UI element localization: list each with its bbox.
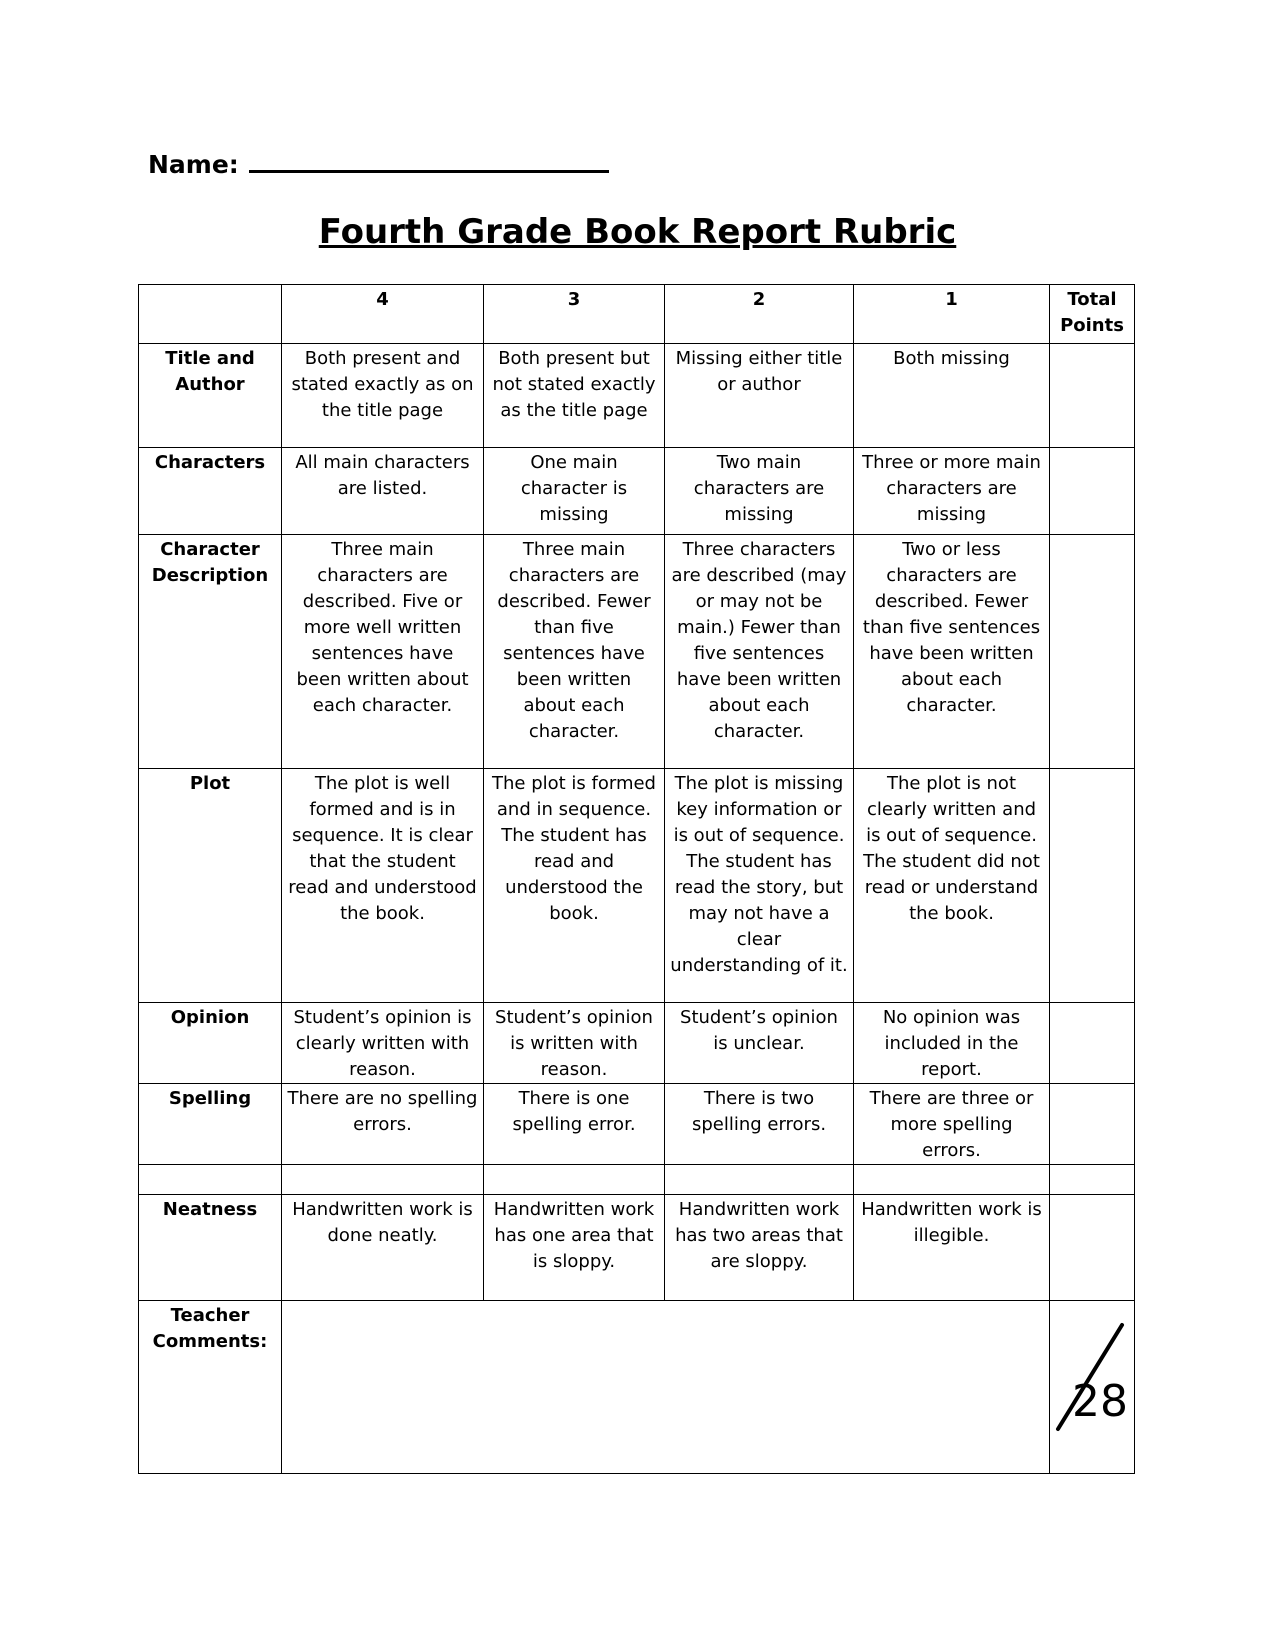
column-header-2: 2 bbox=[665, 285, 854, 344]
total-score: 28 bbox=[1072, 1376, 1128, 1427]
teacher-comments-area[interactable] bbox=[282, 1301, 1050, 1474]
criterion-cell: Both missing bbox=[854, 344, 1050, 448]
points-cell[interactable] bbox=[1050, 769, 1135, 1003]
row-label-characters: Characters bbox=[139, 448, 282, 535]
row-label-neatness: Neatness bbox=[139, 1195, 282, 1301]
column-header-4: 4 bbox=[282, 285, 484, 344]
blank-cell bbox=[665, 1165, 854, 1195]
criterion-cell: Handwritten work is done neatly. bbox=[282, 1195, 484, 1301]
criterion-cell: Handwritten work has one area that is sloppy. bbox=[484, 1195, 665, 1301]
points-cell[interactable] bbox=[1050, 1084, 1135, 1165]
blank-cell bbox=[854, 1165, 1050, 1195]
criterion-cell: Both present but not stated exactly as the title page bbox=[484, 344, 665, 448]
comments-row bbox=[139, 1301, 1135, 1474]
header-row bbox=[139, 285, 1135, 344]
criterion-cell: No opinion was included in the report. bbox=[854, 1003, 1050, 1084]
teacher-comments-label: Teacher Comments: bbox=[139, 1301, 282, 1474]
blank-cell bbox=[484, 1165, 665, 1195]
criterion-cell: There is one spelling error. bbox=[484, 1084, 665, 1165]
criterion-cell: The plot is well formed and is in sequence. It is clear that the student read and understood the book. bbox=[282, 769, 484, 1003]
points-cell[interactable] bbox=[1050, 1195, 1135, 1301]
blank-cell bbox=[282, 1165, 484, 1195]
criterion-cell: Both present and stated exactly as on the title page bbox=[282, 344, 484, 448]
points-cell[interactable] bbox=[1050, 448, 1135, 535]
row-label-spelling: Spelling bbox=[139, 1084, 282, 1165]
header-empty-cell bbox=[139, 285, 282, 344]
page-title: Fourth Grade Book Report Rubric bbox=[318, 212, 957, 252]
name-field bbox=[148, 150, 609, 179]
criterion-cell: Two main characters are missing bbox=[665, 448, 854, 535]
criterion-cell: There are no spelling errors. bbox=[282, 1084, 484, 1165]
row-label-plot: Plot bbox=[139, 769, 282, 1003]
criterion-cell: There is two spelling errors. bbox=[665, 1084, 854, 1165]
blank-cell bbox=[1050, 1165, 1135, 1195]
criterion-cell: The plot is missing key information or is out of sequence. The student has read the story, but may not have a clear understanding of it. bbox=[665, 769, 854, 1003]
row-label-title-author: Title and Author bbox=[139, 344, 282, 448]
criterion-cell: Three main characters are described. Five or more well written sentences have been written about each character. bbox=[282, 535, 484, 769]
table-row bbox=[139, 535, 1135, 769]
criterion-cell: All main characters are listed. bbox=[282, 448, 484, 535]
row-label-opinion: Opinion bbox=[139, 1003, 282, 1084]
table-row bbox=[139, 769, 1135, 1003]
criterion-cell: Student’s opinion is unclear. bbox=[665, 1003, 854, 1084]
criterion-cell: Student’s opinion is written with reason. bbox=[484, 1003, 665, 1084]
name-label: Name: bbox=[148, 150, 239, 179]
criterion-cell: One main character is missing bbox=[484, 448, 665, 535]
criterion-cell: Two or less characters are described. Fewer than five sentences have been written about each character. bbox=[854, 535, 1050, 769]
points-cell[interactable] bbox=[1050, 535, 1135, 769]
total-score-box[interactable] bbox=[1050, 1301, 1135, 1474]
criterion-cell: Handwritten work is illegible. bbox=[854, 1195, 1050, 1301]
table-row bbox=[139, 1084, 1135, 1165]
name-blank-line[interactable] bbox=[249, 150, 609, 173]
rubric-table bbox=[138, 284, 1135, 1474]
table-row bbox=[139, 448, 1135, 535]
criterion-cell: The plot is not clearly written and is out of sequence. The student did not read or understand the book. bbox=[854, 769, 1050, 1003]
table-row bbox=[139, 1195, 1135, 1301]
criterion-cell: Three main characters are described. Fewer than five sentences have been written about each character. bbox=[484, 535, 665, 769]
column-header-1: 1 bbox=[854, 285, 1050, 344]
criterion-cell: The plot is formed and in sequence. The student has read and understood the book. bbox=[484, 769, 665, 1003]
blank-row bbox=[139, 1165, 1135, 1195]
table-row bbox=[139, 1003, 1135, 1084]
blank-cell bbox=[139, 1165, 282, 1195]
points-cell[interactable] bbox=[1050, 1003, 1135, 1084]
column-header-total-points: Total Points bbox=[1050, 285, 1135, 344]
table-row bbox=[139, 344, 1135, 448]
column-header-3: 3 bbox=[484, 285, 665, 344]
row-label-character-description: Character Description bbox=[139, 535, 282, 769]
criterion-cell: Three or more main characters are missing bbox=[854, 448, 1050, 535]
criterion-cell: Three characters are described (may or may not be main.) Fewer than five sentences have been written about each character. bbox=[665, 535, 854, 769]
criterion-cell: Student’s opinion is clearly written with reason. bbox=[282, 1003, 484, 1084]
points-cell[interactable] bbox=[1050, 344, 1135, 448]
criterion-cell: There are three or more spelling errors. bbox=[854, 1084, 1050, 1165]
criterion-cell: Handwritten work has two areas that are sloppy. bbox=[665, 1195, 854, 1301]
criterion-cell: Missing either title or author bbox=[665, 344, 854, 448]
